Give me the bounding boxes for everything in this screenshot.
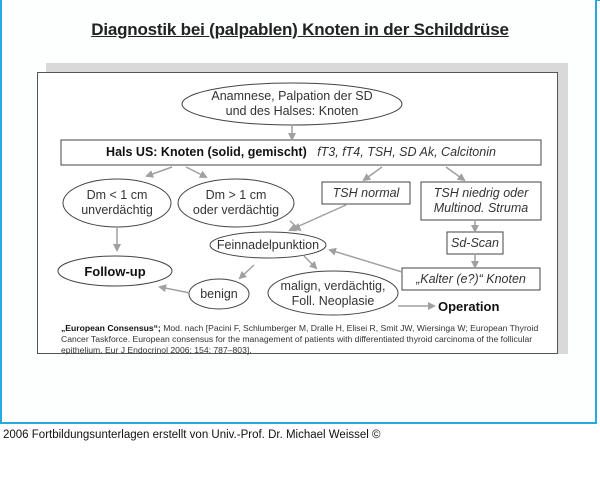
tsh-low-text [421,186,541,216]
malign-line1: malign, verdächtig, [280,279,386,293]
scan-text: Sd-Scan [451,236,499,250]
tsh-low-line1: TSH niedrig oder [433,186,529,200]
large-nodule-line1: Dm > 1 cm [205,188,267,202]
us-box-label: Hals US: Knoten (solid, gemischt) [106,145,307,159]
reference-text [61,323,551,356]
tsh-low-line2: Multinod. Struma [433,201,529,215]
page-title: Diagnostik bei (palpablen) Knoten in der Schilddrüse [91,20,509,39]
cold-nodule-text: „Kalter (e?)“ Knoten [416,272,526,286]
malign-text [268,279,398,309]
malign-line2: Foll. Neoplasie [291,294,375,308]
start-node-text [182,89,402,119]
reference-bold: „European Consensus“; [61,323,161,333]
us-box-text [61,145,541,160]
reference-body: Mod. nach [Pacini F, Schlumberger M, Dralle H, Elisei R, Smit JW, Wiersinga W; European Thyroid Cancer Taskforce. European consensus for the management of patients with differentiated thyroid carcinoma of the follicular epithelium. Eur J Endocrinol 2006; 154: 787–803]. [61,323,539,355]
benign-text: benign [200,287,238,301]
fna-text: Feinnadelpunktion [216,238,320,252]
start-line1: Anamnese, Palpation der SD [211,89,373,103]
operation-text: Operation [438,299,500,314]
large-nodule-text [178,188,294,218]
small-nodule-line1: Dm < 1 cm [86,188,148,202]
small-nodule-text [63,188,171,218]
start-line2: und des Halses: Knoten [225,104,359,118]
small-nodule-line2: unverdächtig [81,203,153,217]
lab-tests-label: fT3, fT4, TSH, SD Ak, Calcitonin [317,145,496,159]
tsh-normal-text: TSH normal [332,186,400,200]
follow-up-text: Follow-up [84,264,146,279]
footer-copyright: 2006 Fortbildungsunterlagen erstellt von Univ.-Prof. Dr. Michael Weissel © [3,429,381,441]
large-nodule-line2: oder verdächtig [192,203,280,217]
